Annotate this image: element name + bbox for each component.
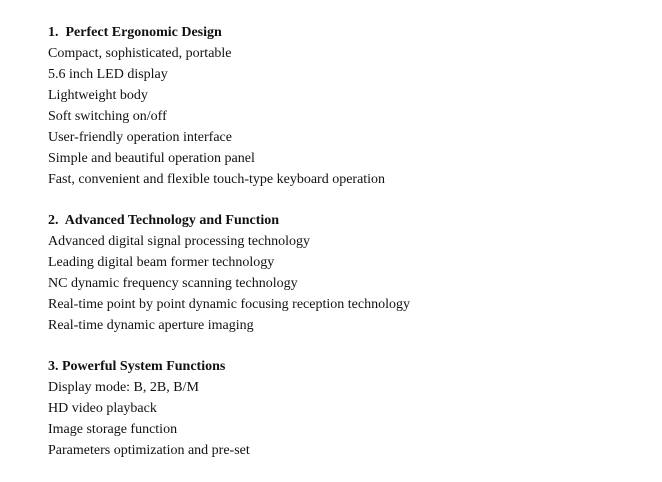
list-item: HD video playback <box>48 401 157 416</box>
section-heading: 1. Perfect Ergonomic Design <box>48 25 222 40</box>
list-item: User-friendly operation interface <box>48 130 232 145</box>
list-item: Fast, convenient and flexible touch-type keyboard operation <box>48 172 386 187</box>
list-item: Real-time dynamic aperture imaging <box>48 318 254 333</box>
list-item: 5.6 inch LED display <box>48 67 168 82</box>
section-ergonomic-design <box>48 22 652 190</box>
list-item: Advanced digital signal processing technology <box>48 234 311 249</box>
section-system-functions <box>48 356 652 461</box>
list-item: Image storage function <box>48 422 178 437</box>
list-item: Compact, sophisticated, portable <box>48 46 232 61</box>
list-item: Parameters optimization and pre-set <box>48 443 250 458</box>
list-item: Lightweight body <box>48 88 148 103</box>
list-item: Real-time point by point dynamic focusing reception technology <box>48 297 410 312</box>
list-item: NC dynamic frequency scanning technology <box>48 276 298 291</box>
section-heading: 2. Advanced Technology and Function <box>48 213 280 228</box>
document-body <box>48 22 652 461</box>
section-heading: 3. Powerful System Functions <box>48 359 226 374</box>
section-technology-function <box>48 210 652 336</box>
list-item: Display mode: B, 2B, B/M <box>48 380 199 395</box>
list-item: Leading digital beam former technology <box>48 255 275 270</box>
list-item: Soft switching on/off <box>48 109 167 124</box>
list-item: Simple and beautiful operation panel <box>48 151 255 166</box>
